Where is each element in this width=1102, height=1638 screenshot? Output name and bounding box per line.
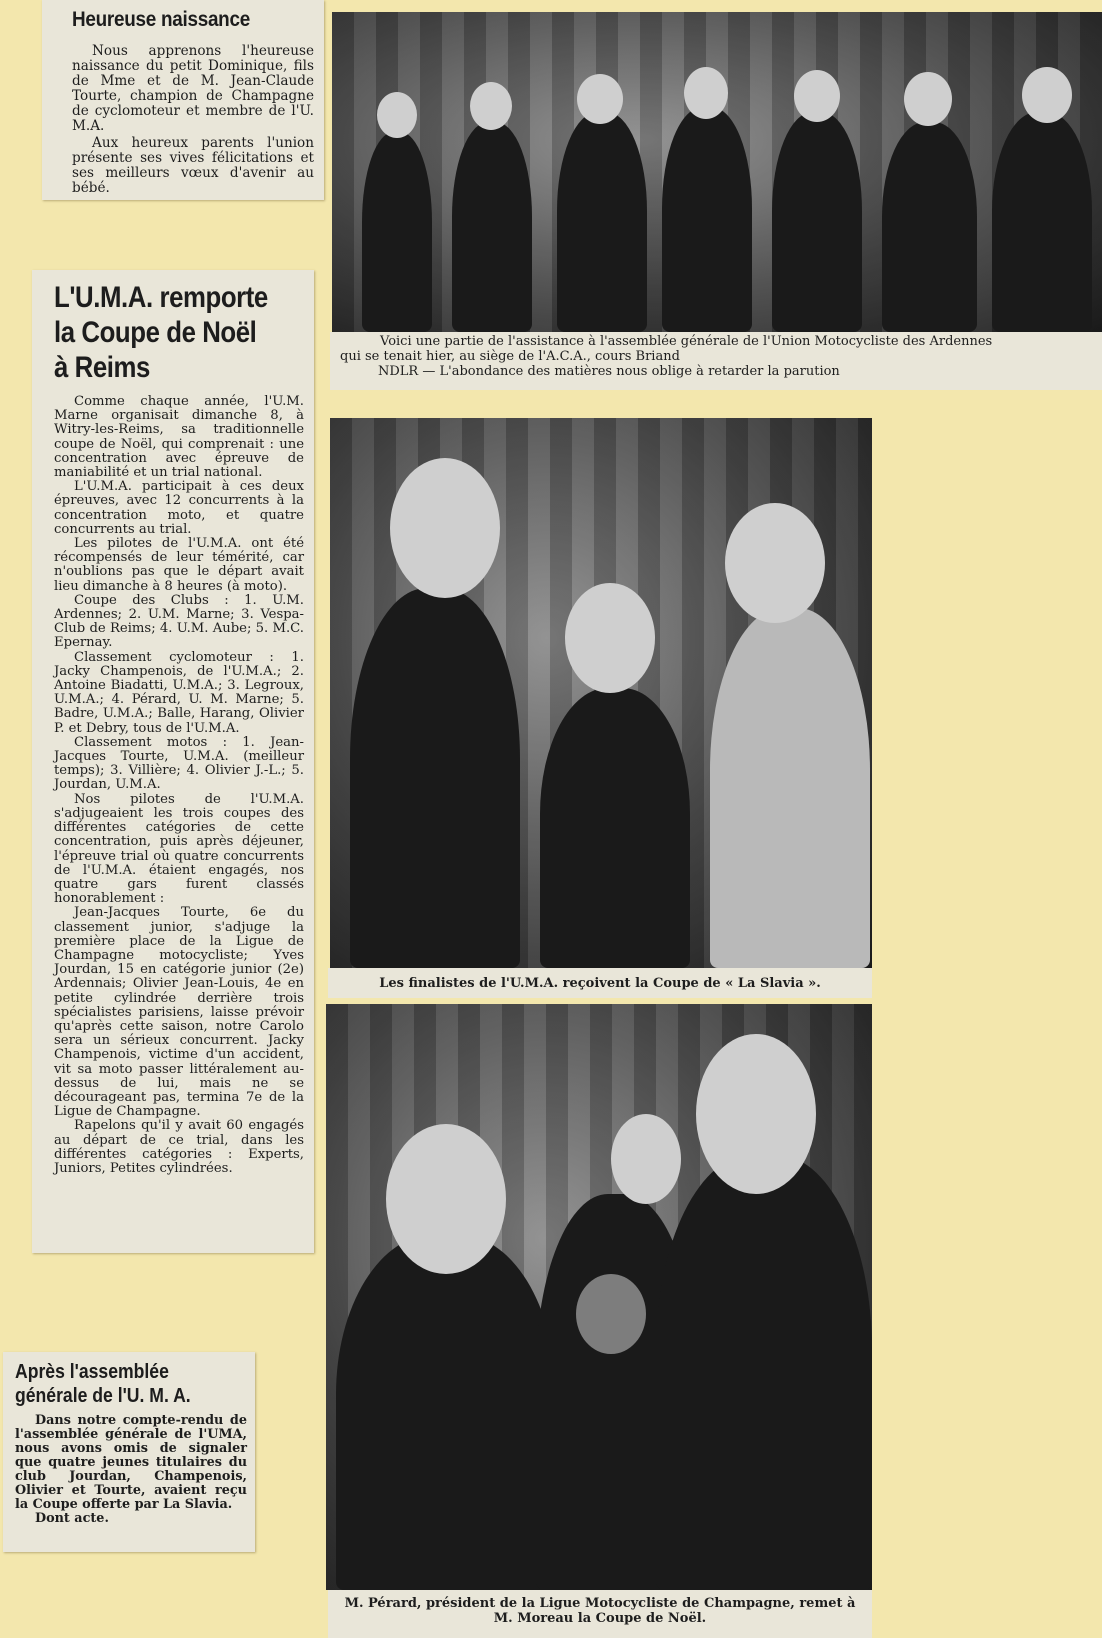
assemblee-paragraph: Dans notre compte-rendu de l'assemblée générale de l'UMA, nous avons omis de signaler que quatre jeunes titulaires du club Jourdan, Champenois, Olivier et Tourte, avaient reçu la Coupe offerte par La Slavia. <box>15 1413 247 1512</box>
assemblee-paragraph: Dont acte. <box>35 1511 109 1526</box>
caption-line: NDLR — L'abondance des matières nous oblige à retarder la parution <box>378 364 840 379</box>
article-paragraph: Coupe des Clubs : 1. U.M. Ardennes; 2. U.M. Marne; 3. Vespa-Club de Reims; 4. U.M. Aube; 5. M.C. Epernay. <box>54 592 304 651</box>
birth-paragraph: Nous apprenons l'heureuse naissance du petit Dominique, fils de Mme et de M. Jean-Claude Tourte, champion de Champagne de cyclomoteur et membre de l'U. M.A. <box>72 43 314 134</box>
assembly-photo <box>332 12 1102 332</box>
assemblee-notice-title: Après l'assemblée générale de l'U. M. A. <box>15 1361 191 1407</box>
assemblee-notice <box>3 1352 255 1552</box>
birth-announcement-title: Heureuse naissance <box>72 8 250 31</box>
coupe-de-noel-photo-caption: M. Pérard, président de la Ligue Motocycliste de Champagne, remet à M. Moreau la Coupe de Noël. <box>328 1590 872 1638</box>
caption-line: Voici une partie de l'assistance à l'assemblée générale de l'Union Motocycliste des Ardennes <box>380 334 993 349</box>
assembly-photo-caption <box>330 332 1102 390</box>
finalists-photo <box>330 418 872 968</box>
coupe-de-noel-photo <box>326 1004 872 1590</box>
caption-line: qui se tenait hier, au siège de l'A.C.A., cours Briand <box>340 349 680 364</box>
birth-paragraph: Aux heureux parents l'union présente ses vives félicitations et ses meilleurs vœux d'avenir au bébé. <box>72 135 314 196</box>
article-paragraph: Rapelons qu'il y avait 60 engagés au départ de ce trial, dans les différentes catégories : Experts, Juniors, Petites cylindrées. <box>54 1118 304 1176</box>
article-paragraph: Comme chaque année, l'U.M. Marne organisait dimanche 8, à Witry-les-Reims, sa traditionnelle coupe de Noël, qui comprenait : une concentration avec épreuve de maniabilité et un trial national. <box>54 394 304 481</box>
coupe-de-noel-article <box>32 270 314 1253</box>
article-headline: L'U.M.A. remporte la Coupe de Noël à Reims <box>54 281 268 384</box>
article-paragraph: Les pilotes de l'U.M.A. ont été récompensés de leur témérité, car n'oublions pas que le départ avait lieu dimanche à 8 heures (à moto). <box>54 536 304 594</box>
article-paragraph: Nos pilotes de l'U.M.A. s'adjugeaient les trois coupes des différentes catégories de cette concentration, puis après déjeuner, l'épreuve trial où quatre concurrents de l'U.M.A. étaient engagés, nos quatre gars furent classés honorablement : <box>54 791 304 907</box>
finalists-photo-caption: Les finalistes de l'U.M.A. reçoivent la Coupe de « La Slavia ». <box>328 968 872 998</box>
article-paragraph: L'U.M.A. participait à ces deux épreuves, avec 12 concurrents à la concentration moto, et quatre concurrents au trial. <box>54 479 304 537</box>
article-paragraph: Jean-Jacques Tourte, 6e du classement junior, s'adjuge la première place de la Ligue de Champagne motocycliste; Yves Jourdan, 15 en catégorie junior (2e) Ardennais; Olivier Jean-Louis, 4e en petite cylindrée derrière trois spécialistes parisiens, laisse prévoir qu'après cette saison, notre Carolo sera un sérieux concurrent. Jacky Champenois, victime d'un accident, vit sa moto passer littéralement au-dessus de lui, mais ne se décourageant pas, termina 7e de la Ligue de Champagne. <box>54 905 304 1120</box>
birth-announcement <box>42 0 324 200</box>
article-paragraph: Classement motos : 1. Jean-Jacques Tourte, U.M.A. (meilleur temps); 3. Villière; 4. Olivier J.-L.; 5. Jourdan, U.M.A. <box>54 734 304 793</box>
article-paragraph: Classement cyclomoteur : 1. Jacky Champenois, de l'U.M.A.; 2. Antoine Biadatti, U.M.A.; 3. Legroux, U.M.A.; 4. Pérard, U. M. Marne; 5. Badre, U.M.A.; Balle, Harang, Olivier P. et Debry, tous de l'U.M.A. <box>54 649 304 736</box>
